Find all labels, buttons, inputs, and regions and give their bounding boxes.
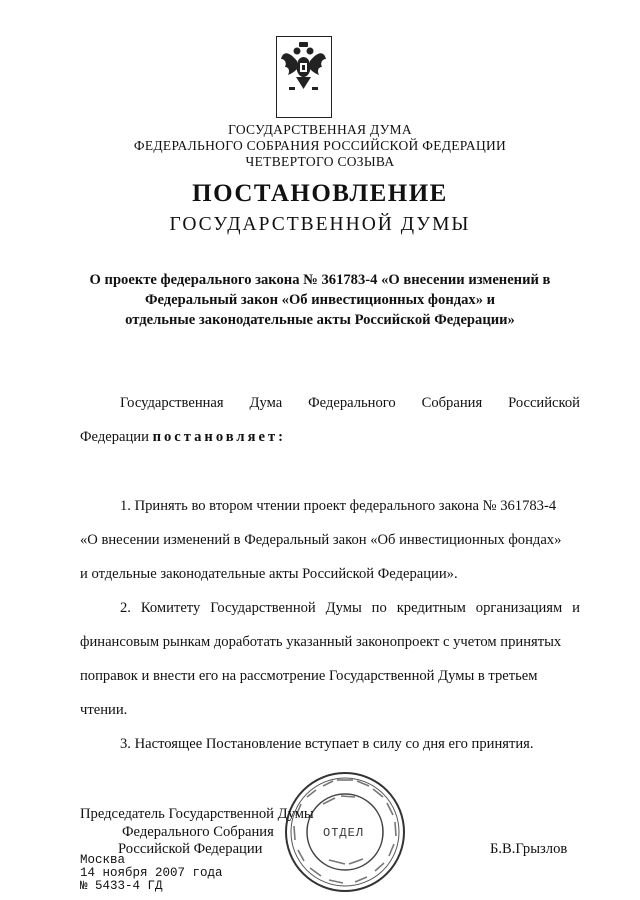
subject-line-1: О проекте федерального закона № 361783-4 «О внесении изменений в (89, 272, 551, 288)
signatory-name: Б.В.Грызлов (490, 841, 568, 857)
double-headed-eagle-icon (277, 37, 330, 116)
signature-title-3: Российской Федерации (118, 841, 263, 857)
header-line-duma: ГОСУДАРСТВЕННАЯ ДУМА (228, 122, 412, 137)
header-line-convocation: ЧЕТВЕРТОГО СОЗЫВА (245, 154, 395, 169)
footer-number: № 5433-4 ГД (80, 879, 163, 893)
signature-title-2: Федерального Собрания (122, 824, 274, 840)
item2-line-1: 2. Комитету Государственной Думы по кредитным организациям и (120, 600, 580, 616)
preamble-line-2 (80, 429, 580, 446)
item3: 3. Настоящее Постановление вступает в силу со дня его принятия. (120, 736, 534, 752)
signature-title-1: Председатель Государственной Думы (80, 806, 314, 822)
preamble-line-1: Государственная Дума Федерального Собрания Российской (120, 395, 580, 411)
preamble-decrees: постановляет: (152, 429, 287, 445)
footer-date: 14 ноября 2007 года (80, 866, 223, 880)
item1-line-3: и отдельные законодательные акты Российской Федерации». (80, 566, 458, 582)
seal-text: ОТДЕЛ (323, 826, 365, 840)
item2-line-3: поправок и внести его на рассмотрение Государственной Думы в третьем (80, 668, 538, 684)
preamble-federation: Федерации (80, 429, 149, 445)
official-seal (283, 770, 407, 894)
document-subtitle: ГОСУДАРСТВЕННОЙ ДУМЫ (169, 214, 471, 235)
subject-line-3: отдельные законодательные акты Российской Федерации» (125, 312, 515, 328)
item2-line-4: чтении. (80, 702, 128, 718)
item1-line-2: «О внесении изменений в Федеральный закон «Об инвестиционных фондах» (80, 532, 562, 548)
document-subject (60, 270, 580, 330)
header-line-assembly: ФЕДЕРАЛЬНОГО СОБРАНИЯ РОССИЙСКОЙ ФЕДЕРАЦИИ (133, 138, 507, 153)
item2-line-2: финансовым рынкам доработать указанный законопроект с учетом принятых (80, 634, 562, 650)
item1-line-1: 1. Принять во втором чтении проект федерального закона № 361783-4 (120, 498, 557, 514)
document-title: ПОСТАНОВЛЕНИЕ (192, 180, 448, 207)
subject-line-2: Федеральный закон «Об инвестиционных фондах» и (144, 292, 496, 308)
state-emblem (276, 36, 332, 118)
footer-city: Москва (80, 853, 126, 867)
